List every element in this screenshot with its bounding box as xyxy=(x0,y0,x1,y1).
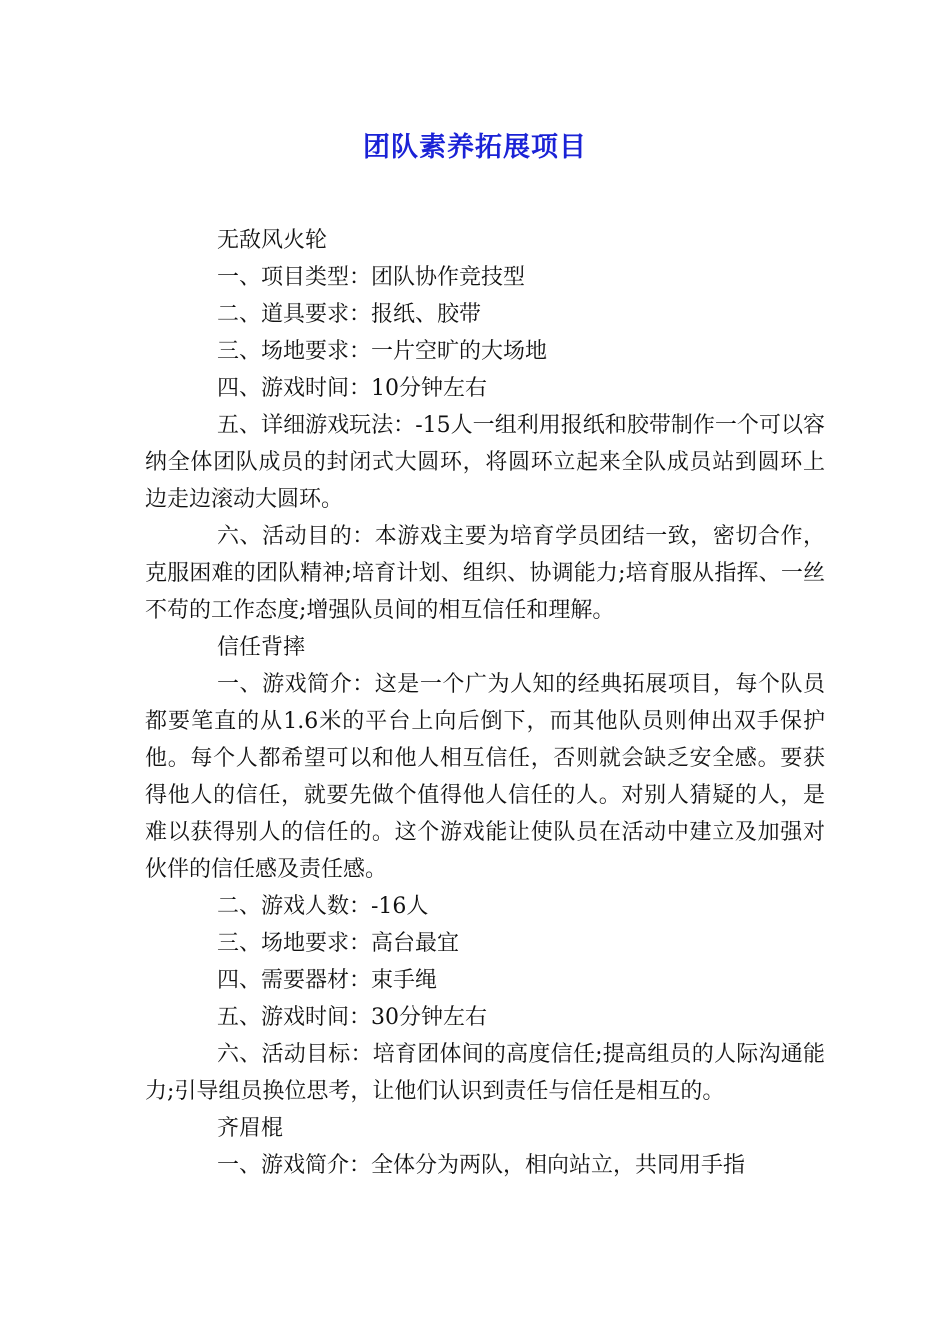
paragraph: 五、游戏时间：30分钟左右 xyxy=(217,1005,487,1030)
paragraph: 三、场地要求：高台最宜 xyxy=(217,931,460,956)
paragraph: 三、场地要求：一片空旷的大场地 xyxy=(217,339,548,364)
paragraph: 二、道具要求：报纸、胶带 xyxy=(217,302,482,327)
paragraph: 四、需要器材：束手绳 xyxy=(217,968,438,993)
document-title: 团队素养拓展项目 xyxy=(363,132,587,163)
paragraph: 一、项目类型：团队协作竞技型 xyxy=(217,265,526,290)
paragraph: 一、游戏简介：全体分为两队，相向站立，共同用手指 xyxy=(217,1153,746,1178)
section-heading-trust-fall: 信任背摔 xyxy=(217,635,306,660)
section-heading-helium-stick: 齐眉棍 xyxy=(217,1116,284,1141)
document-body xyxy=(145,222,825,1184)
paragraph: 五、详细游戏玩法：-15人一组利用报纸和胶带制作一个可以容纳全体团队成员的封闭式大圆环，将圆环立起来全队成员站到圆环上边走边滚动大圆环。 xyxy=(145,413,825,512)
paragraph: 二、游戏人数：-16人 xyxy=(217,894,429,919)
paragraph: 一、游戏简介：这是一个广为人知的经典拓展项目，每个队员都要笔直的从1.6米的平台上向后倒下，而其他队员则伸出双手保护他。每个人都希望可以和他人相互信任，否则就会缺乏安全感。要获得他人的信任，就要先做个值得他人信任的人。对别人猜疑的人，是难以获得别人的信任的。这个游戏能让使队员在活动中建立及加强对伙伴的信任感及责任感。 xyxy=(145,672,825,882)
paragraph: 四、游戏时间：10分钟左右 xyxy=(217,376,487,401)
paragraph: 六、活动目标：培育团体间的高度信任;提高组员的人际沟通能力;引导组员换位思考，让他们认识到责任与信任是相互的。 xyxy=(145,1042,825,1104)
paragraph: 六、活动目的：本游戏主要为培育学员团结一致，密切合作，克服困难的团队精神;培育计划、组织、协调能力;培育服从指挥、一丝不苟的工作态度;增强队员间的相互信任和理解。 xyxy=(145,524,825,623)
section-heading-wheel: 无敌风火轮 xyxy=(217,228,328,253)
